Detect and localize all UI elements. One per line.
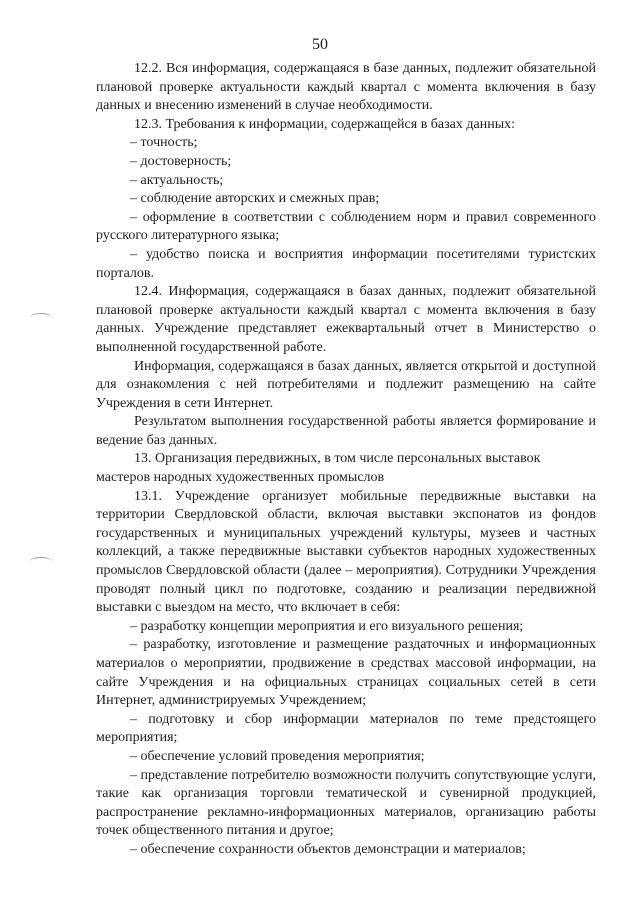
list-item: – представление потребителю возможности получить сопутствующие услуги, такие как организация торговли тематической и сувенирной продукцией, распространение рекламно-информационных материалов, организацию работы точек общественного питания и другое; — [96, 767, 596, 839]
paragraph-12-3: 12.3. Требования к информации, содержащейся в базах данных: — [134, 116, 516, 132]
list-item: – подготовку и сбор информации материалов по теме предстоящего мероприятия; — [96, 711, 596, 746]
margin-mark — [30, 557, 52, 566]
list-item: – оформление в соответствии с соблюдением норм и правил современного русского литературного языка; — [96, 209, 596, 244]
paragraph-12-4: 12.4. Информация, содержащаяся в базах данных, подлежит обязательной плановой проверке актуальности каждый квартал с момента включения в базу данных. Учреждение представляет ежеквартальный отчет в Министерство о выполненной государственной работе. — [96, 284, 596, 355]
document-body — [96, 60, 596, 860]
list-item: – точность; — [130, 135, 198, 151]
list-item: – разработку концепции мероприятия и его визуального решения; — [130, 618, 524, 634]
paragraph-12-2: 12.2. Вся информация, содержащаяся в базе данных, подлежит обязательной плановой проверке актуальности каждый квартал с момента включения в базу данных и внесению изменений в случае необходимости. — [96, 61, 596, 114]
paragraph-13-1: 13.1. Учреждение организует мобильные передвижные выставки на территории Свердловской области, включая выставки экспонатов из фондов государственных и муниципальных учреждений культуры, музеев и частных коллекций, а также передвижные выставки субъектов народных художественных промыслов Свердловской области (далее – мероприятия). Сотрудники Учреждения проводят полный цикл по подготовке, созданию и реализации передвижной выставки с выездом на место, что включает в себя: — [96, 488, 596, 616]
list-item: – соблюдение авторских и смежных прав; — [130, 191, 380, 207]
list-item: – разработку, изготовление и размещение раздаточных и информационных материалов о мероприятии, продвижение в средствах массовой информации, на сайте Учреждения и на официальных страницах социальных сетей в сети Интернет, администрируемых Учреждением; — [96, 637, 596, 709]
paragraph-result: Результатом выполнения государственной работы является формирование и ведение баз данных. — [96, 414, 596, 448]
list-item: – обеспечение условий проведения мероприятия; — [130, 748, 425, 764]
list-item: – обеспечение сохранности объектов демонстрации и материалов; — [130, 841, 526, 857]
list-item: – актуальность; — [130, 172, 224, 188]
page-number: 50 — [312, 36, 328, 53]
margin-mark — [30, 313, 52, 322]
list-item: – удобство поиска и восприятия информации посетителями туристских порталов. — [96, 246, 596, 281]
list-item: – достоверность; — [130, 153, 232, 169]
section-13-heading: 13. Организация передвижных, в том числе персональных выставок мастеров народных художественных промыслов — [96, 451, 541, 486]
paragraph-info-open: Информация, содержащаяся в базах данных, является открытой и доступной для ознакомления с ней потребителями и подлежит размещению на сайте Учреждения в сети Интернет. — [96, 358, 596, 411]
